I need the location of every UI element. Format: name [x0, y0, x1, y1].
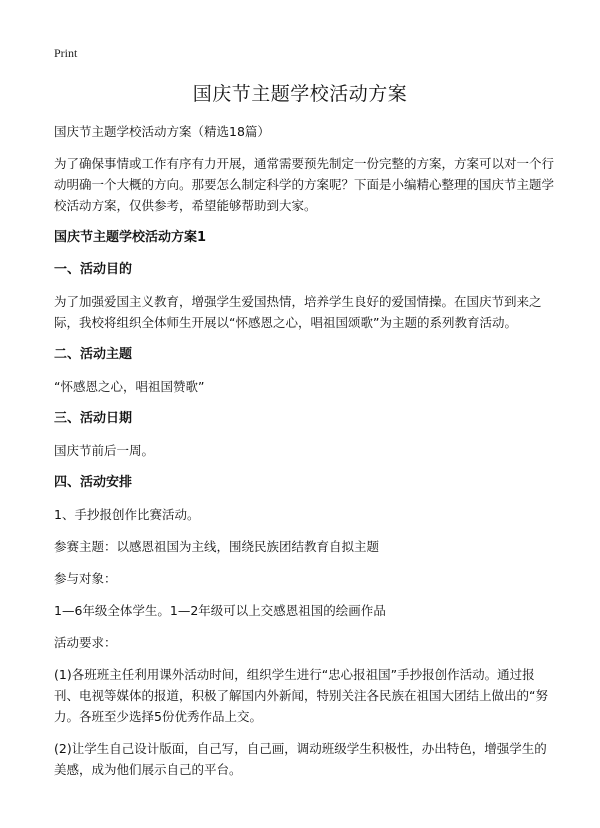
item1-target-paragraph: 1—6年级全体学生。1—2年级可以上交感恩祖国的绘画作品	[54, 603, 386, 618]
requirement-2-paragraph: (2)让学生自己设计版面，自己写，自己画，调动班级学生积极性，办出特色，增强学生的美感，成为他们展示自己的平台。	[54, 741, 547, 777]
heading-date: 三、活动日期	[54, 411, 133, 426]
section-title: 国庆节主题学校活动方案1	[54, 230, 207, 245]
heading-arrangement: 四、活动安排	[54, 475, 133, 490]
print-label: Print	[54, 46, 78, 60]
heading-purpose: 一、活动目的	[54, 262, 133, 277]
purpose-paragraph: 为了加强爱国主义教育，增强学生爱国热情，培养学生良好的爱国情操。在国庆节到来之际，我校将组织全体师生开展以“怀感恩之心，唱祖国颂歌”为主题的系列教育活动。	[54, 294, 542, 330]
document-title: 国庆节主题学校活动方案	[192, 83, 408, 105]
theme-paragraph: “怀感恩之心，唱祖国赞歌”	[54, 379, 205, 394]
item1-paragraph: 1、手抄报创作比赛活动。	[54, 507, 200, 522]
date-paragraph: 国庆节前后一周。	[54, 443, 155, 458]
document-subtitle: 国庆节主题学校活动方案（精选18篇）	[54, 124, 270, 139]
document-body	[54, 121, 554, 791]
intro-paragraph: 为了确保事情或工作有序有力开展，通常需要预先制定一份完整的方案，方案可以对一个行动明确一个大概的方向。那要怎么制定科学的方案呢？下面是小编精心整理的国庆节主题学校活动方案，仅供参考，希望能够帮助到大家。	[54, 156, 555, 213]
heading-theme: 二、活动主题	[54, 347, 133, 362]
requirement-1-paragraph: (1)各班班主任利用课外活动时间，组织学生进行“忠心报祖国”手抄报创作活动。通过报刊、电视等媒体的报道，积极了解国内外新闻，特别关注各民族在祖国大团结上做出的“努力。各班至少选择5份优秀作品上交。	[54, 667, 548, 724]
item1-target-label: 参与对象：	[54, 571, 117, 586]
item1-theme-paragraph: 参赛主题：以感恩祖国为主线，围绕民族团结教育自拟主题	[54, 539, 380, 554]
item1-requirements-label: 活动要求：	[54, 635, 117, 650]
